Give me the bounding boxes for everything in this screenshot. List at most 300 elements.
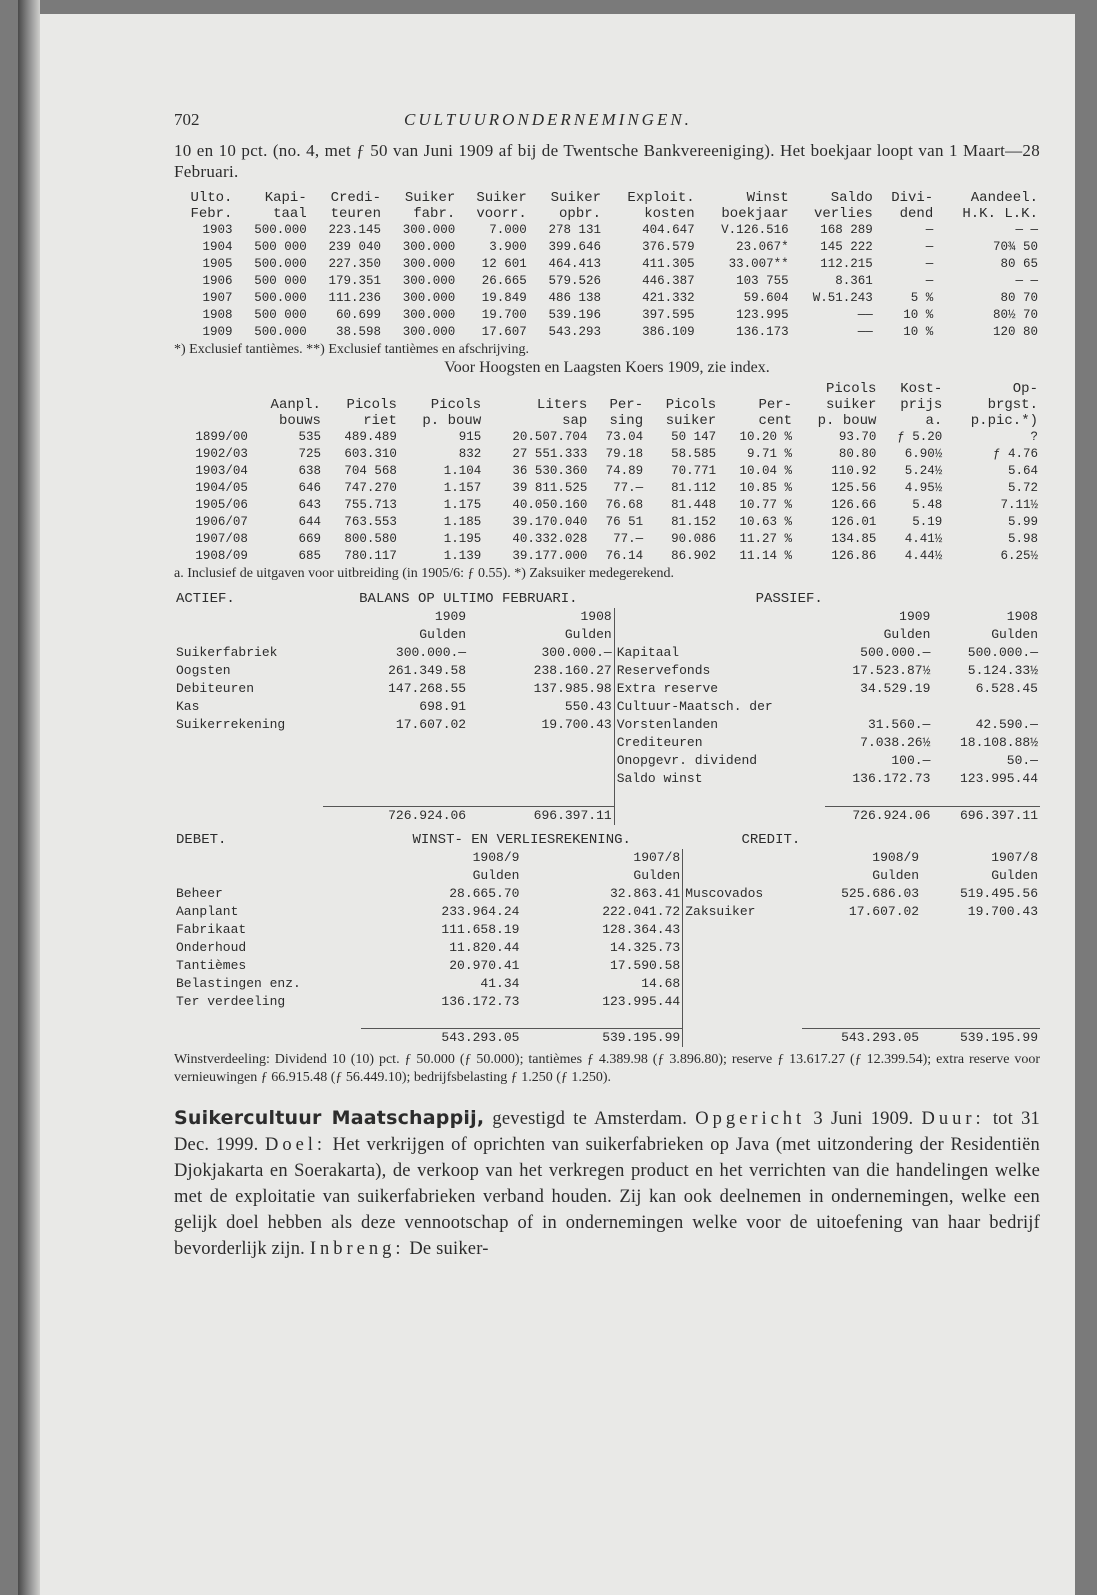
table-cell: 80 70 (1000, 291, 1038, 305)
table-cell: 300.000 (402, 223, 456, 237)
column-header: Kapi- (264, 190, 307, 206)
table-cell: — (925, 257, 934, 271)
profit-distribution: Winstverdeeling: Dividend 10 (10) pct. ƒ 50.000 (ƒ 50.000); tantièmes ƒ 4.389.98 (ƒ 3.896.80); reserve ƒ 13.617.27 (ƒ 12.399.54); extra reserve voor vernieuwingen ƒ 66.915.48 (ƒ 56.449.10); bedrijfsbelasting ƒ 1.250 (ƒ 1.250). (174, 1052, 1040, 1085)
amount: 525.686.03 (841, 885, 920, 901)
empty-cell (323, 752, 469, 770)
page-number: 702 (174, 110, 200, 129)
balance-sheet (174, 590, 1040, 825)
table-cell: 1907 (202, 291, 233, 305)
column-header: Op- (1012, 381, 1038, 397)
column-header: fabr. (413, 206, 456, 222)
column-header: sing (609, 413, 644, 429)
table-cell: 446.387 (642, 274, 695, 288)
table-cell: 93.70 (838, 430, 877, 444)
column-header: boekjaar (721, 206, 789, 222)
column-header (174, 397, 250, 413)
table-cell: 90.086 (671, 532, 717, 546)
table-header-row (174, 397, 1040, 413)
table-cell: 386.109 (642, 325, 695, 339)
amount: 14.68 (641, 975, 681, 991)
account-label: Debiteuren (176, 681, 255, 696)
year-label: 1907/8 (633, 849, 681, 865)
amount: 18.108.88½ (959, 735, 1038, 750)
table-cell: 5.98 (1007, 532, 1038, 546)
table-row (174, 497, 1040, 514)
empty-cell (174, 1029, 361, 1048)
table-cell: 489.489 (344, 430, 397, 444)
account-title-row (174, 590, 1040, 608)
table-row (174, 531, 1040, 548)
column-header: sap (562, 413, 588, 429)
table-cell: 10 % (903, 308, 934, 322)
table-header-row (174, 381, 1040, 397)
column-header: Aandeel. (970, 190, 1038, 206)
table-cell: 780.117 (344, 549, 397, 563)
amount: 5.124.33½ (967, 663, 1038, 678)
empty-cell (174, 608, 323, 626)
amount: 31.560.— (867, 717, 931, 732)
empty-cell (468, 770, 614, 788)
account-line (174, 716, 1040, 734)
column-header: p.pic.*) (970, 413, 1038, 429)
total-amount: 696.397.11 (468, 806, 614, 825)
page-header (174, 102, 1040, 132)
table-cell: 33.007** (728, 257, 789, 271)
unit-label: Gulden (564, 627, 612, 642)
table-cell: 20.507.704 (512, 430, 588, 444)
table-cell: 278 131 (548, 223, 602, 237)
empty-cell (174, 788, 323, 806)
table-cell: 1905 (202, 257, 233, 271)
table-cell: 126.86 (831, 549, 877, 563)
account-line (174, 903, 1040, 921)
empty-cell (323, 734, 469, 752)
table-cell: 80.80 (838, 447, 877, 461)
table-cell: 500 000 (254, 274, 307, 288)
column-header: Winst (746, 190, 789, 206)
empty-cell (921, 939, 1040, 957)
table-cell: 39 811.525 (512, 481, 588, 495)
table-cell: 300.000 (402, 325, 456, 339)
empty-cell (361, 1011, 522, 1029)
table-row (174, 256, 1040, 273)
empty-cell (468, 752, 614, 770)
table-cell: 4.44½ (904, 549, 943, 563)
account-title-row (174, 831, 1040, 849)
empty-cell (323, 770, 469, 788)
column-header: verlies (813, 206, 873, 222)
empty-cell (323, 788, 469, 806)
financial-table-note: *) Exclusief tantièmes. **) Exclusief tantièmes en afschrijving. (174, 342, 529, 357)
column-header: Suiker (550, 190, 602, 206)
empty-cell (174, 1011, 361, 1029)
table-cell: 643 (298, 498, 321, 512)
year-label: 1907/8 (991, 849, 1038, 865)
column-header: taal (273, 206, 307, 222)
amount: 136.172.73 (441, 993, 520, 1009)
table-cell: 145 222 (820, 240, 873, 254)
empty-cell (174, 770, 323, 788)
production-table-note: a. Inclusief de uitgaven voor uitbreiding (in 1905/6: ƒ 0.55). *) Zaksuiker medegerekend. (174, 566, 674, 581)
table-cell: 4.41½ (904, 532, 943, 546)
table-cell: 19.700 (481, 308, 527, 322)
empty-cell (683, 921, 803, 939)
table-cell: 755.713 (344, 498, 397, 512)
keyword-inbreng: Inbreng: (309, 1239, 405, 1259)
column-header: riet (363, 413, 397, 429)
empty-cell (174, 752, 323, 770)
unit-label: Gulden (472, 867, 520, 883)
empty-cell (921, 1011, 1040, 1029)
table-cell: 76 51 (605, 515, 644, 529)
account-left-title: DEBET. (176, 831, 227, 848)
account-label: Vorstenlanden (616, 717, 719, 732)
table-cell: 704 568 (344, 464, 397, 478)
account-unit-row (174, 626, 1040, 644)
account-label: Beheer (176, 885, 223, 901)
table-cell: 27 551.333 (512, 447, 588, 461)
empty-cell (174, 626, 323, 644)
table-row (174, 548, 1040, 565)
table-cell: 39.177.000 (512, 549, 588, 563)
amount: 147.268.55 (388, 681, 467, 696)
empty-cell (921, 993, 1040, 1011)
amount: 128.364.43 (602, 921, 681, 937)
empty-cell (683, 1029, 803, 1048)
column-header: suiker (665, 413, 717, 429)
column-header (589, 381, 645, 397)
table-cell: 4.95½ (904, 481, 943, 495)
amount: 123.995.44 (959, 771, 1038, 786)
table-cell: 10 % (903, 325, 934, 339)
table-cell: 1.195 (443, 532, 482, 546)
total-amount: 539.195.99 (521, 1029, 682, 1048)
account-label: Kapitaal (616, 645, 680, 660)
empty-cell (174, 849, 361, 867)
table-cell: 486 138 (548, 291, 602, 305)
table-cell: ? (1030, 430, 1038, 444)
amount: 519.495.56 (959, 885, 1038, 901)
table-row (174, 239, 1040, 256)
table-cell: 300.000 (402, 257, 456, 271)
year-label: 1908/9 (872, 849, 920, 865)
table-cell: 399.646 (548, 240, 602, 254)
financial-table (174, 190, 1040, 341)
table-cell: 603.310 (344, 447, 397, 461)
column-header: H.K. L.K. (962, 206, 1038, 222)
section-text: De suiker- (404, 1239, 489, 1259)
table-row (174, 290, 1040, 307)
year-label: 1908 (1006, 609, 1038, 624)
table-cell: 70¾ 50 (992, 240, 1038, 254)
empty-cell (802, 975, 921, 993)
table-cell: 638 (298, 464, 321, 478)
table-cell: 464.413 (548, 257, 602, 271)
table-cell: 1.104 (443, 464, 482, 478)
amount: 6.528.45 (975, 681, 1038, 696)
empty-cell (614, 626, 825, 644)
table-cell: 39.170.040 (512, 515, 588, 529)
table-cell: 1.139 (443, 549, 482, 563)
table-cell: 40.050.160 (512, 498, 588, 512)
page-content (174, 102, 1040, 1262)
account-label: Fabrikaat (176, 921, 247, 937)
company-name: Suikercultuur Maatschappij, (174, 1107, 485, 1129)
table-row (174, 324, 1040, 341)
table-cell: 300.000 (402, 291, 456, 305)
table-cell: 1899/00 (195, 430, 248, 444)
table-header-row (174, 206, 1040, 222)
empty-cell (802, 939, 921, 957)
empty-cell (921, 921, 1040, 939)
table-cell: 500 000 (254, 308, 307, 322)
account-label: Muscovados (685, 885, 764, 901)
keyword-doel: Doel: (264, 1135, 327, 1155)
table-cell: 134.85 (831, 532, 877, 546)
account-label: Kas (176, 699, 200, 714)
account-line (174, 662, 1040, 680)
table-cell: 747.270 (344, 481, 397, 495)
table-cell: 1907/08 (195, 532, 248, 546)
amount: 300.000.— (541, 645, 612, 660)
empty-cell (802, 957, 921, 975)
account-right-title: CREDIT. (741, 831, 801, 848)
table-cell: 500.000 (254, 257, 307, 271)
table-cell: 1905/06 (195, 498, 248, 512)
total-amount: 726.924.06 (323, 806, 469, 825)
unit-label: Gulden (991, 627, 1038, 642)
table-row (174, 307, 1040, 324)
table-cell: ƒ 4.76 (992, 447, 1038, 461)
unit-label: Gulden (991, 867, 1038, 883)
account-title: WINST- EN VERLIESREKENING. (412, 831, 631, 848)
table-cell: 112.215 (820, 257, 873, 271)
account-label: Onopgevr. dividend (616, 753, 758, 768)
table-cell: 10.20 % (739, 430, 793, 444)
table-cell: 832 (458, 447, 482, 461)
unit-label: Gulden (633, 867, 681, 883)
column-header: Suiker (404, 190, 456, 206)
year-label: 1909 (434, 609, 467, 624)
table-cell: 500.000 (254, 325, 307, 339)
profit-loss-account (174, 831, 1040, 1048)
column-header: Divi- (891, 190, 934, 206)
table-cell: 1903 (202, 223, 233, 237)
table-header-row (174, 190, 1040, 206)
table-cell: 17.607 (481, 325, 527, 339)
table-cell: 60.699 (335, 308, 381, 322)
amount: 34.529.19 (860, 681, 931, 696)
account-label: Saldo winst (616, 771, 703, 786)
column-header: Exploit. (627, 190, 695, 206)
intro-paragraph: 10 en 10 pct. (no. 4, met ƒ 50 van Juni 1909 af bij de Twentsche Bankvereeniging). Het boekjaar loopt van 1 Maart—28 Februari. (174, 141, 1040, 181)
column-header (323, 381, 399, 397)
table-cell: 300.000 (402, 274, 456, 288)
table-cell: 644 (298, 515, 321, 529)
table-cell: 725 (298, 447, 321, 461)
account-line (174, 993, 1040, 1011)
account-unit-row (174, 867, 1040, 885)
table-cell: 70.771 (671, 464, 717, 478)
table-cell: 915 (458, 430, 482, 444)
column-header: p. bouw (817, 413, 877, 429)
spacer-row (174, 788, 1040, 806)
account-label: Oogsten (176, 663, 231, 678)
table-cell: 40.332.028 (512, 532, 588, 546)
account-label: Tantièmes (176, 957, 247, 973)
table-cell: 19.849 (481, 291, 527, 305)
account-label: Onderhoud (176, 939, 247, 955)
table-cell: 81.112 (671, 481, 717, 495)
table-cell: 168 289 (820, 223, 873, 237)
table-cell: 10.04 % (739, 464, 793, 478)
table-cell: 421.332 (642, 291, 695, 305)
table-cell: 81.448 (671, 498, 717, 512)
account-total-row (174, 806, 1040, 825)
empty-cell (614, 806, 825, 825)
table-cell: 80½ 70 (992, 308, 1038, 322)
table-cell: ƒ 5.20 (897, 430, 943, 444)
amount: 14.325.73 (610, 939, 681, 955)
empty-cell (802, 831, 921, 849)
table-cell: 1904 (202, 240, 233, 254)
table-row (174, 480, 1040, 497)
table-cell: 120 80 (992, 325, 1038, 339)
account-line (174, 957, 1040, 975)
table-cell: 5 % (910, 291, 934, 305)
table-cell: 7.11½ (1000, 498, 1038, 512)
column-header: Picols (346, 397, 397, 413)
column-header: Picols (430, 397, 482, 413)
amount: 20.970.41 (449, 957, 520, 973)
column-header (645, 381, 718, 397)
empty-cell (174, 734, 323, 752)
empty-cell (802, 993, 921, 1011)
empty-cell (683, 939, 803, 957)
empty-cell (683, 867, 803, 885)
total-amount: 726.924.06 (825, 806, 933, 825)
table-cell: —— (857, 308, 873, 322)
table-cell: 76.68 (605, 498, 644, 512)
column-header: voorr. (476, 206, 527, 222)
table-cell: 11.27 % (739, 532, 793, 546)
column-header: cent (758, 413, 793, 429)
amount: 50.— (1006, 753, 1038, 768)
table-row (174, 446, 1040, 463)
table-cell: 136.173 (736, 325, 789, 339)
table-cell: 10.85 % (739, 481, 793, 495)
amount: 19.700.43 (967, 903, 1038, 919)
table-cell: 539.196 (548, 308, 602, 322)
account-line (174, 770, 1040, 788)
account-label: Cultuur-Maatsch. der (616, 699, 773, 714)
table-cell: — (925, 240, 934, 254)
amount (825, 698, 933, 716)
column-header: Kost- (900, 381, 943, 397)
section-text: Het verkrijgen of oprichten van suikerfabrieken op Java (met uitzondering der Residentiën Djokjakarta en Soerakarta), de verkoop van het verkregen product en het verrichten van die handelingen welke met de exploitatie van suikerfabrieken verband houden. Zij kan ook deelnemen in ondernemingen, welke een gelijk doel hebben als deze vennootschap of in ondernemingen welke voor de uitoefening van haar bedrijf bevorderlijk zijn. (174, 1135, 1040, 1259)
table-cell: 685 (298, 549, 321, 563)
account-years-row (174, 608, 1040, 626)
table-row (174, 273, 1040, 290)
table-cell: 1908 (202, 308, 233, 322)
column-header (250, 381, 323, 397)
page (40, 14, 1075, 1595)
column-header: Picols (826, 381, 877, 397)
account-years-row (174, 849, 1040, 867)
account-line (174, 734, 1040, 752)
table-cell: 12 601 (481, 257, 527, 271)
table-cell: 79.18 (605, 447, 644, 461)
keyword-opgericht: Opgericht (695, 1109, 806, 1129)
empty-cell (683, 957, 803, 975)
column-header: Suiker (476, 190, 527, 206)
table-cell: 103 755 (736, 274, 789, 288)
account-line (174, 644, 1040, 662)
column-header: Febr. (190, 206, 233, 222)
amount: 698.91 (419, 699, 467, 714)
account-label: Ter verdeeling (176, 993, 286, 1009)
table-cell: 1.157 (443, 481, 482, 495)
empty-cell (683, 849, 803, 867)
empty-cell (683, 975, 803, 993)
table-cell: 300.000 (402, 308, 456, 322)
table-row (174, 514, 1040, 531)
table-cell: 111.236 (328, 291, 381, 305)
production-table (174, 381, 1040, 565)
koers-line: Voor Hoogsten en Laagsten Koers 1909, zie index. (444, 359, 770, 376)
amount: 238.160.27 (533, 663, 612, 678)
amount: 41.34 (480, 975, 520, 991)
spacer-row (174, 1011, 1040, 1029)
table-cell: 1.175 (443, 498, 482, 512)
unit-label: Gulden (883, 627, 931, 642)
account-label: Suikerrekening (176, 717, 286, 732)
table-row (174, 463, 1040, 480)
total-amount: 696.397.11 (932, 806, 1040, 825)
table-cell: 239 040 (328, 240, 381, 254)
account-label: Belastingen enz. (176, 975, 301, 991)
account-total-row (174, 1029, 1040, 1048)
table-cell: 227.350 (328, 257, 381, 271)
column-header: teuren (330, 206, 381, 222)
account-label: Suikerfabriek (176, 645, 278, 660)
amount: 17.607.02 (395, 717, 467, 732)
column-header: dend (899, 206, 934, 222)
account-line (174, 752, 1040, 770)
table-cell: 500.000 (254, 223, 307, 237)
table-cell: 669 (298, 532, 321, 546)
table-cell: 500.000 (254, 291, 307, 305)
column-header: Saldo (830, 190, 873, 206)
table-cell: 6.25½ (1000, 549, 1038, 563)
table-cell: 123.995 (736, 308, 789, 322)
empty-cell (802, 1011, 921, 1029)
account-line (174, 975, 1040, 993)
table-cell: 126.66 (831, 498, 877, 512)
amount: 42.590.— (975, 717, 1038, 732)
table-cell: 223.145 (328, 223, 381, 237)
amount: 19.700.43 (541, 717, 612, 732)
table-cell: 543.293 (548, 325, 602, 339)
amount: 500.000.— (967, 645, 1038, 660)
running-title: CULTUURONDERNEMINGEN. (404, 110, 692, 129)
amount: 123.995.44 (602, 993, 681, 1009)
section-suikercultuur (174, 1105, 1040, 1262)
keyword-duur: Duur: (921, 1109, 985, 1129)
column-header: Liters (536, 397, 588, 413)
table-cell: 125.56 (831, 481, 877, 495)
unit-label: Gulden (419, 627, 467, 642)
